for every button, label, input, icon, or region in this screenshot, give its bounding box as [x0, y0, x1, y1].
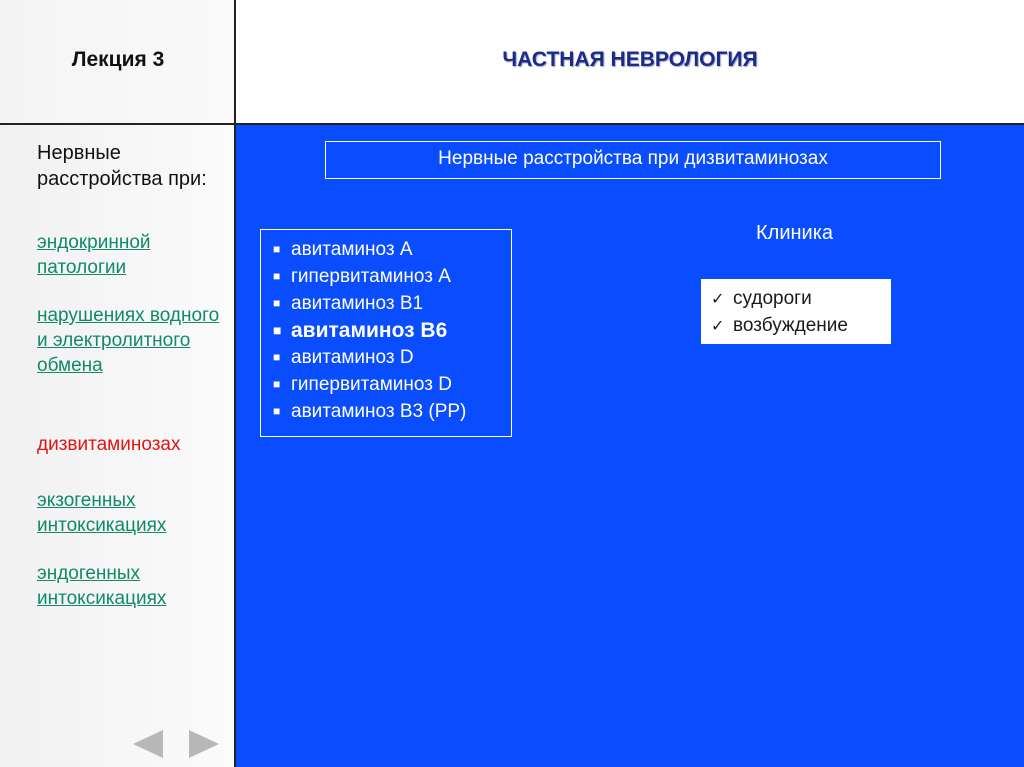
list-item [261, 290, 511, 317]
sidebar-link-exogenous-intoxication[interactable]: экзогенных интоксикациях [37, 490, 167, 536]
list-item-highlighted [261, 317, 511, 344]
list-item [261, 344, 511, 371]
bullet-icon: ■ [273, 269, 281, 283]
bullet-icon: ■ [273, 350, 281, 364]
sidebar-link-endocrine[interactable]: эндокринной патологии [37, 232, 151, 278]
list-item [711, 313, 881, 340]
check-icon: ✓ [711, 291, 725, 308]
lecture-label: Лекция 3 [71, 48, 165, 71]
list-item-label: авитаминоз В6 [291, 319, 448, 342]
list-item-label: авитаминоз В3 (РР) [291, 401, 467, 422]
list-item-label: авитаминоз А [291, 239, 413, 260]
sidebar-link-endogenous-intoxication[interactable]: эндогенных интоксикациях [37, 563, 167, 609]
sidebar [0, 125, 236, 767]
sidebar-link-water-electrolyte[interactable]: нарушениях водного и электролитного обмена [37, 305, 220, 376]
list-item [261, 263, 511, 290]
list-item [261, 398, 511, 425]
bullet-icon: ■ [273, 377, 281, 391]
list-item-label: авитаминоз D [291, 347, 414, 368]
check-icon: ✓ [711, 318, 725, 335]
list-item [261, 371, 511, 398]
sidebar-link-dysvitaminosis[interactable]: дизвитаминозах [37, 434, 181, 455]
bullet-icon: ■ [273, 322, 282, 338]
header-left-panel [0, 0, 236, 125]
bullet-icon: ■ [273, 404, 281, 418]
list-item [711, 286, 881, 313]
list-item-label: авитаминоз В1 [291, 293, 424, 314]
bullet-icon: ■ [273, 242, 281, 256]
list-item [261, 236, 511, 263]
clinic-list [701, 279, 891, 344]
page-title: ЧАСТНАЯ НЕВРОЛОГИЯ [502, 48, 758, 71]
vitamin-list [260, 229, 512, 437]
clinic-label: Клиника [756, 222, 834, 244]
list-item-label: гипервитаминоз D [291, 374, 452, 395]
list-item-label: гипервитаминоз А [291, 266, 451, 287]
topic-title: Нервные расстройства при дизвитаминозах [325, 141, 941, 179]
arrow-left-icon[interactable] [133, 730, 163, 758]
list-item-label: возбуждение [733, 315, 848, 336]
list-item-label: судороги [733, 288, 812, 309]
sidebar-heading: Нервные расстройства при: [37, 142, 207, 190]
content-panel [236, 125, 1024, 767]
bullet-icon: ■ [273, 296, 281, 310]
arrow-right-icon[interactable] [189, 730, 219, 758]
header-title-panel [236, 0, 1024, 125]
